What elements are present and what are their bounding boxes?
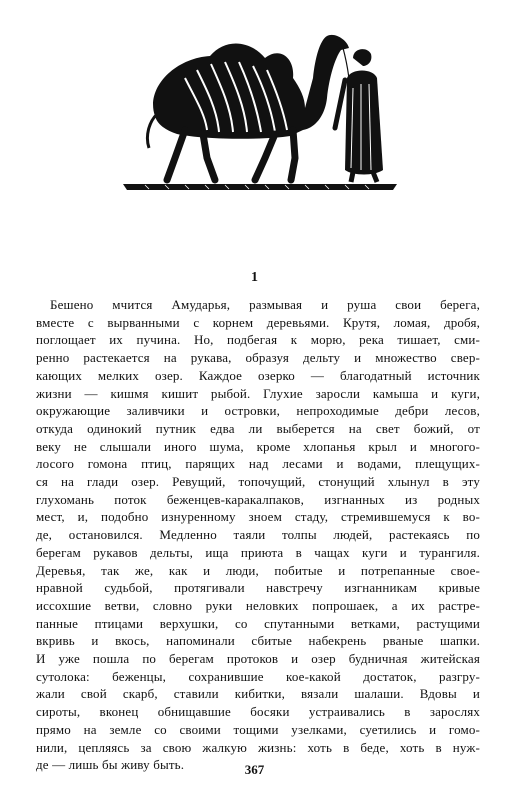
text-line: глухомань поток беженцев-каракалпаков, изгнанных из родных bbox=[36, 491, 480, 507]
text-line: кающих мелких озер. Каждое озерко — благодатный источник bbox=[36, 367, 480, 383]
text-line: Деревья, так же, как и люди, побитые и потрепанные свое- bbox=[36, 562, 480, 578]
text-line: ренно растекается на рукава, образуя дельту и множество свер- bbox=[36, 350, 480, 366]
text-line: берегам рукавов дельты, ища приюта в чащах куги и турангиля. bbox=[36, 544, 480, 560]
text-line: ся на глади озер. Ревущий, топочущий, стонущий хлынул в эту bbox=[36, 474, 480, 490]
text-line: иссохшие ветви, словно руки неловких попрошаек, а их растре- bbox=[36, 597, 480, 613]
chapter-number: 1 bbox=[251, 270, 258, 285]
text-line: сутолока: беженцы, сохранившие кое-какой достаток, разгру- bbox=[36, 668, 480, 684]
text-line: поглощает их пучина. Но, подбегая к морю, река тишает, сми- bbox=[36, 332, 480, 348]
text-line: жали свой скарб, ставили кибитки, вязали шалаши. Вдовы и bbox=[36, 686, 480, 702]
text-line: прямо на земле со своими тощими узелками, суетились и гомо- bbox=[36, 721, 480, 737]
text-line: откуда одинокий путник едва ли выберется на свет божий, от bbox=[36, 420, 480, 436]
text-line: нравной судьбой, протягивали навстречу изгнанникам кривые bbox=[36, 580, 480, 596]
camel-with-man-icon bbox=[115, 18, 405, 198]
text-line: вместе с вырванными с корнем деревьями. Крутя, ломая, дробя, bbox=[36, 314, 480, 330]
text-line: де, остановился. Медленно таяли толпы людей, растекаясь по bbox=[36, 527, 480, 543]
text-line: Бешено мчится Амударья, размывая и руша свои берега, bbox=[50, 297, 480, 312]
text-line: веку не слышали иного шума, кроме хлопанья крыл и многого- bbox=[36, 438, 480, 454]
page-number: 367 bbox=[244, 762, 265, 777]
text-line: сироты, вконец обнищавшие босяки устраивались в зарослях bbox=[36, 704, 480, 720]
text-line: панные птицами верхушки, со спутанными ветками, растущими bbox=[36, 615, 480, 631]
text-line: мест, и, подобно изнуренному зноем стаду, стремившемуся к во- bbox=[36, 509, 480, 525]
text-line: нили, цепляясь за свою жалкую жизнь: хоть в беде, хоть в нуж- bbox=[36, 739, 480, 755]
text-line: де — лишь бы живу быть. bbox=[36, 757, 185, 773]
text-line: вкривь и вкось, напоминали сбитые набекрень рваные шапки. bbox=[36, 633, 480, 649]
text-line: окружающие заливчики и островки, непроходимые дебри лесов, bbox=[36, 403, 480, 419]
text-line: жизни — кишмя кишит рыбой. Глухие заросли камыша и куги, bbox=[36, 385, 480, 401]
body-text bbox=[36, 296, 480, 774]
text-line: лосого гомона птиц, парящих над лесами и водами, плещущих- bbox=[36, 456, 480, 472]
text-line: И уже пошла по берегам протоков и озер будничная житейская bbox=[36, 651, 480, 667]
